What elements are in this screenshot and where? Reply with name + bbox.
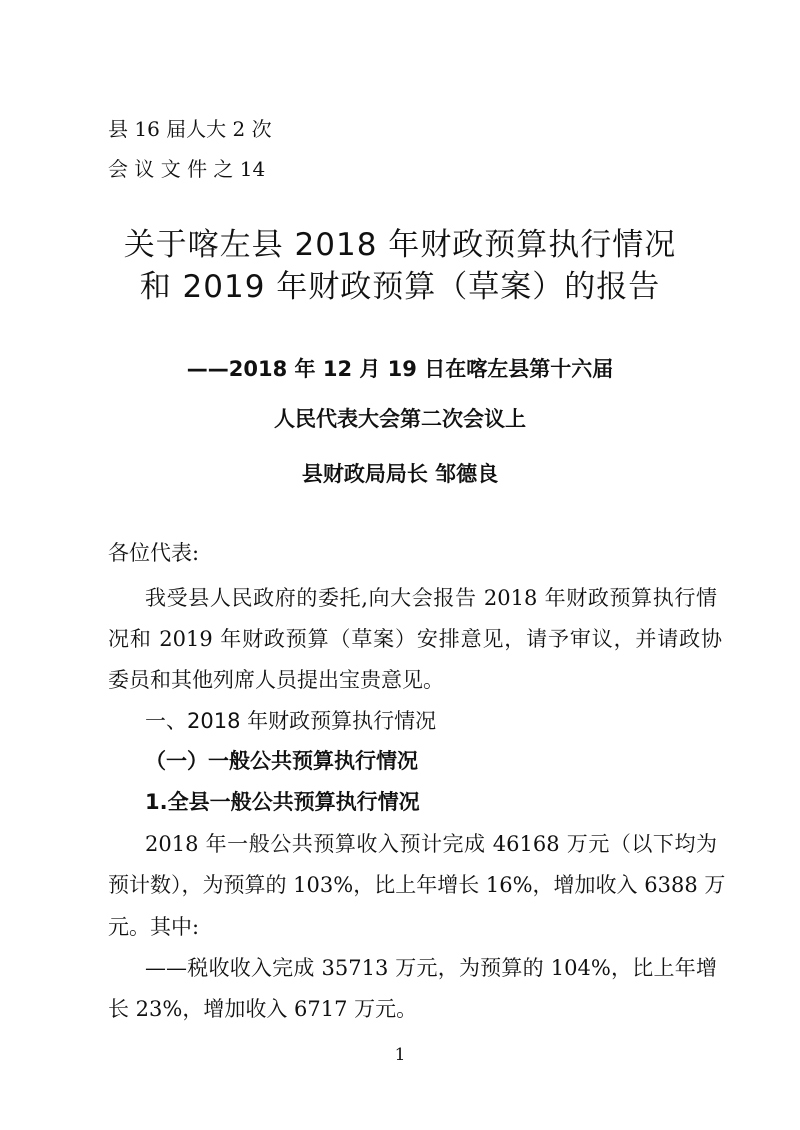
paragraph-1-line-1: 我受县人民政府的委托,向大会报告 2018 年财政预算执行情: [145, 586, 717, 610]
paragraph-2-line-1: 2018 年一般公共预算收入预计完成 46168 万元（以下均为: [145, 832, 717, 856]
paragraph-1-line-2: 况和 2019 年财政预算（草案）安排意见，请予审议，并请政协: [108, 627, 722, 651]
item-heading-1: 1.全县一般公共预算执行情况: [145, 790, 420, 814]
report-title-line-2: 和 2019 年财政预算（草案）的报告: [139, 269, 661, 305]
section-heading-1: 一、2018 年财政预算执行情况: [145, 709, 437, 733]
page-number: 1: [394, 1045, 406, 1065]
file-number-line-2: 会 议 文 件 之 14: [108, 157, 266, 181]
subtitle-line-1: ——2018 年 12 月 19 日在喀左县第十六届: [186, 357, 614, 381]
paragraph-2-line-2: 预计数），为预算的 103%，比上年增长 16%，增加收入 6388 万: [108, 873, 726, 897]
salutation: 各位代表:: [108, 541, 200, 565]
report-title-line-1: 关于喀左县 2018 年财政预算执行情况: [123, 227, 677, 263]
subtitle-line-2: 人民代表大会第二次会议上: [274, 407, 526, 431]
speaker-line: 县财政局局长 邹德良: [301, 462, 499, 486]
paragraph-3-line-1: ——税收收入完成 35713 万元，为预算的 104%，比上年增: [145, 956, 717, 980]
paragraph-3-line-2: 长 23%，增加收入 6717 万元。: [108, 997, 418, 1021]
file-number-line-1: 县 16 届人大 2 次: [108, 117, 272, 141]
subsection-heading-1: （一）一般公共预算执行情况: [145, 749, 418, 773]
paragraph-1-line-3: 委员和其他列席人员提出宝贵意见。: [108, 668, 444, 692]
paragraph-2-line-3: 元。其中:: [108, 915, 200, 939]
